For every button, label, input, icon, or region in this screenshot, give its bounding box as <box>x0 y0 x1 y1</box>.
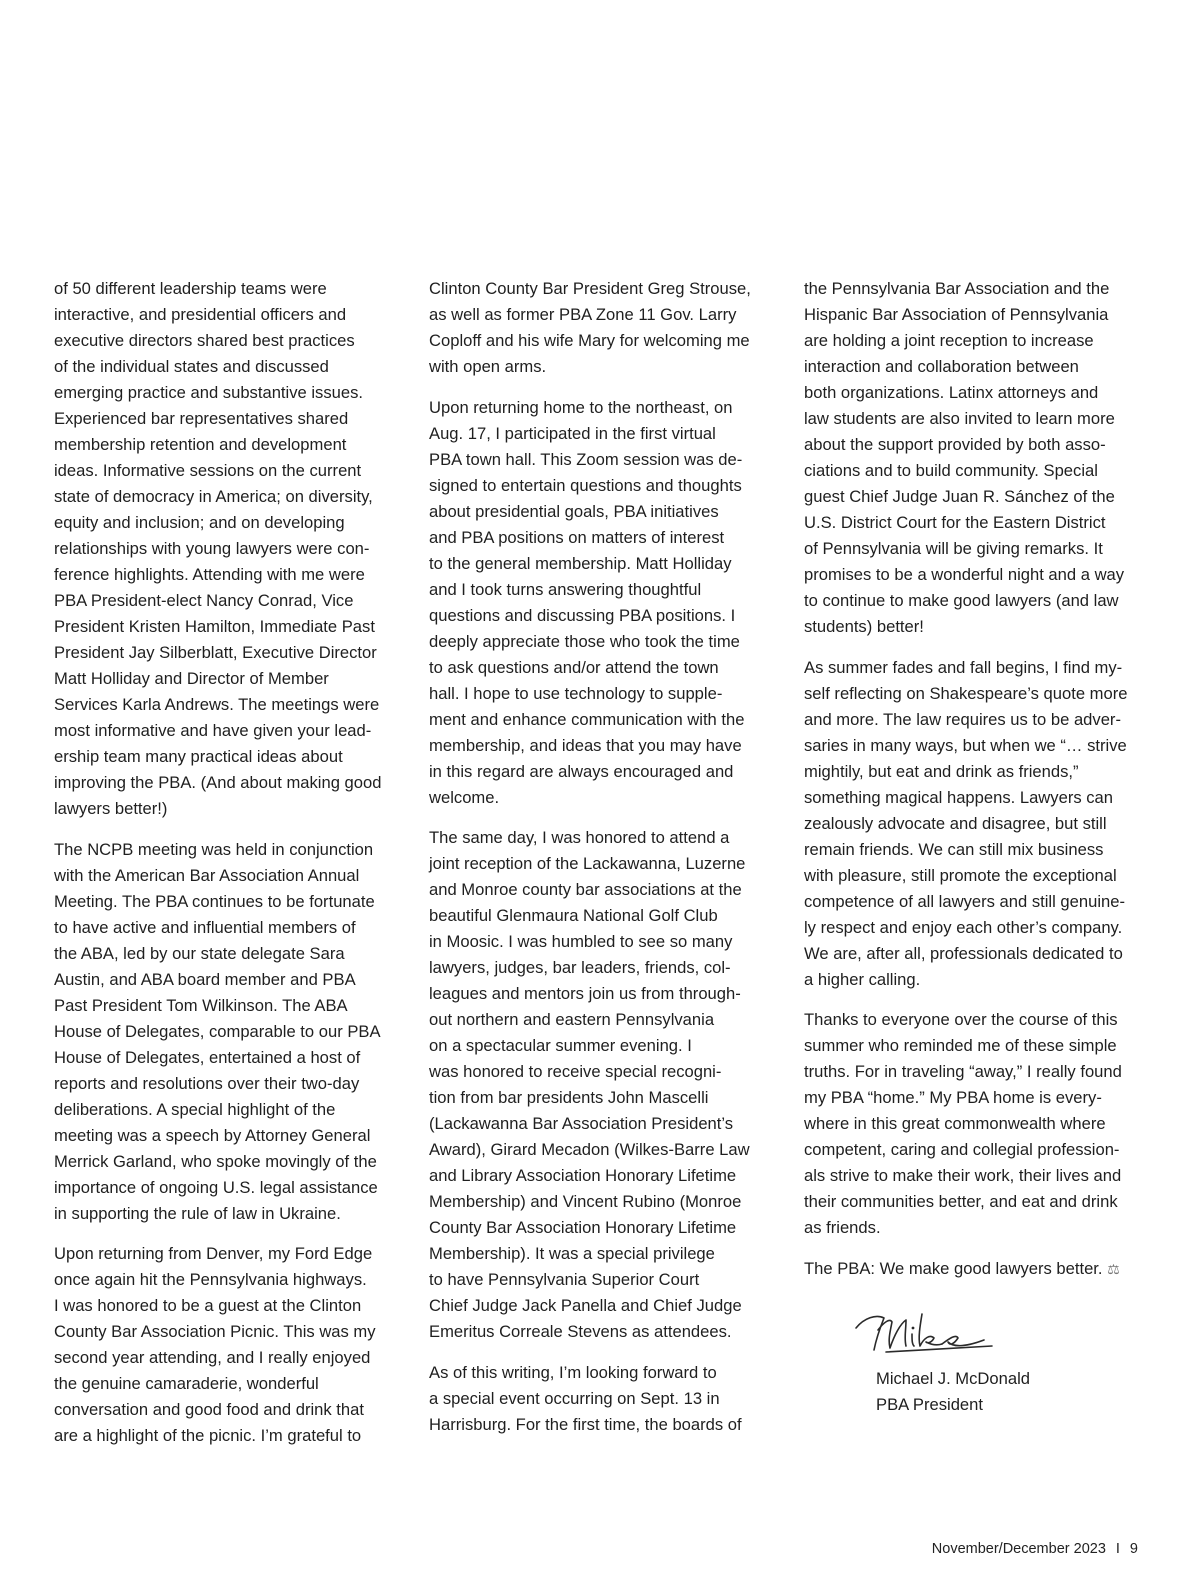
footer-separator: I <box>1115 1541 1120 1557</box>
text-line: The same day, I was honored to attend a <box>429 828 730 847</box>
paragraph <box>804 1256 1144 1282</box>
text-line: was honored to receive special recogni- <box>429 1062 722 1081</box>
text-line: are a highlight of the picnic. I’m grateful to <box>54 1426 362 1445</box>
text-line: Matt Holliday and Director of Member <box>54 669 329 688</box>
text-line: zealously advocate and disagree, but still <box>804 813 1107 833</box>
text-line: competence of all lawyers and still genuine- <box>804 891 1125 911</box>
text-line: reports and resolutions over their two-day <box>54 1073 360 1093</box>
text-line: as well as former PBA Zone 11 Gov. Larry <box>429 305 737 324</box>
text-line: meeting was a speech by Attorney General <box>54 1125 371 1145</box>
text-line: Membership). It was a special privilege <box>429 1244 715 1263</box>
text-line: House of Delegates, entertained a host of <box>54 1047 361 1067</box>
text-line: The PBA: We make good lawyers better. <box>804 1258 1103 1278</box>
text-line: Meeting. The PBA continues to be fortunate <box>54 891 375 911</box>
text-line: interactive, and presidential officers and <box>54 305 347 324</box>
text-line: ciations and to build community. Special <box>804 461 1098 480</box>
text-line: of 50 different leadership teams were <box>54 279 327 298</box>
page-number: 9 <box>1129 1541 1138 1557</box>
text-line: joint reception of the Lackawanna, Luzerne <box>429 854 746 873</box>
paragraph <box>54 1241 394 1449</box>
paragraph <box>54 276 394 822</box>
text-line: As of this writing, I’m looking forward to <box>429 1362 717 1382</box>
text-line: a special event occurring on Sept. 13 in <box>429 1388 720 1408</box>
column-1 <box>54 276 394 1464</box>
text-line: Past President Tom Wilkinson. The ABA <box>54 995 348 1015</box>
text-line: questions and discussing PBA positions. I <box>429 605 736 625</box>
text-line: PBA President-elect Nancy Conrad, Vice <box>54 591 354 610</box>
text-line: their communities better, and eat and drink <box>804 1192 1118 1211</box>
text-line: The NCPB meeting was held in conjunction <box>54 839 374 859</box>
text-line: Emeritus Correale Stevens as attendees. <box>429 1322 732 1341</box>
column-3 <box>804 276 1144 1296</box>
text-line: the genuine camaraderie, wonderful <box>54 1374 319 1393</box>
paragraph <box>804 655 1144 993</box>
text-line: U.S. District Court for the Eastern District <box>804 513 1106 532</box>
text-line: Merrick Garland, who spoke movingly of the <box>54 1151 377 1171</box>
text-line: with pleasure, still promote the exceptional <box>804 865 1117 885</box>
paragraph <box>429 276 769 380</box>
text-line: second year attending, and I really enjoyed <box>54 1348 371 1367</box>
text-line: of Pennsylvania will be giving remarks. It <box>804 539 1103 558</box>
text-line: als strive to make their work, their lives and <box>804 1166 1122 1185</box>
text-line: law students are also invited to learn more <box>804 409 1115 428</box>
text-line: to have active and influential members of <box>54 917 356 937</box>
text-line: Clinton County Bar President Greg Strouse, <box>429 279 751 298</box>
text-line: competent, caring and collegial profession- <box>804 1140 1120 1159</box>
text-line: guest Chief Judge Juan R. Sánchez of the <box>804 487 1115 506</box>
text-line: about the support provided by both asso- <box>804 435 1106 454</box>
text-line: welcome. <box>429 787 500 807</box>
paragraph <box>429 395 769 811</box>
paragraph <box>429 1360 769 1438</box>
text-line: I was honored to be a guest at the Clinton <box>54 1296 362 1315</box>
text-line: Harrisburg. For the first time, the boards of <box>429 1414 742 1434</box>
text-line: deeply appreciate those who took the time <box>429 631 740 651</box>
text-line: Hispanic Bar Association of Pennsylvania <box>804 305 1109 324</box>
text-line: are holding a joint reception to increase <box>804 331 1094 350</box>
text-line: lawyers better!) <box>54 799 168 818</box>
signature-image <box>850 1306 1000 1364</box>
text-line: Membership) and Vincent Rubino (Monroe <box>429 1192 742 1211</box>
text-line: saries in many ways, but when we “… strive <box>804 735 1127 755</box>
text-line: once again hit the Pennsylvania highways. <box>54 1270 367 1289</box>
text-line: with the American Bar Association Annual <box>54 865 360 885</box>
text-line: membership retention and development <box>54 435 347 454</box>
text-line: As summer fades and fall begins, I find my- <box>804 657 1123 677</box>
page-footer <box>932 1541 1138 1557</box>
text-line: Award), Girard Mecadon (Wilkes-Barre Law <box>429 1140 750 1159</box>
text-line: promises to be a wonderful night and a way <box>804 565 1125 584</box>
text-line: with open arms. <box>429 357 547 376</box>
text-line: President Jay Silberblatt, Executive Director <box>54 643 377 662</box>
text-line: deliberations. A special highlight of the <box>54 1099 336 1119</box>
text-line: and PBA positions on matters of interest <box>429 527 725 547</box>
text-line: as friends. <box>804 1218 881 1237</box>
signer-name: Michael J. McDonald <box>876 1369 1031 1388</box>
text-line: lawyers, judges, bar leaders, friends, col- <box>429 958 731 977</box>
text-line: PBA town hall. This Zoom session was de- <box>429 449 743 469</box>
text-line: County Bar Association Honorary Lifetime <box>429 1218 737 1237</box>
issue-date: November/December 2023 <box>931 1541 1106 1557</box>
text-line: my PBA “home.” My PBA home is every- <box>804 1088 1102 1107</box>
text-line: something magical happens. Lawyers can <box>804 787 1114 807</box>
text-line: We are, after all, professionals dedicated to <box>804 943 1123 963</box>
text-line: equity and inclusion; and on developing <box>54 513 345 532</box>
text-line: state of democracy in America; on diversity, <box>54 487 373 506</box>
text-line: (Lackawanna Bar Association President’s <box>429 1114 734 1133</box>
end-mark-icon: ⚖ <box>1107 1260 1120 1277</box>
text-line: the ABA, led by our state delegate Sara <box>54 943 345 963</box>
text-line: improving the PBA. (And about making good <box>54 773 382 792</box>
text-line: Services Karla Andrews. The meetings were <box>54 695 380 714</box>
text-line: County Bar Association Picnic. This was my <box>54 1322 376 1341</box>
text-line: Aug. 17, I participated in the first virtual <box>429 423 716 443</box>
text-line: importance of ongoing U.S. legal assistance <box>54 1177 378 1197</box>
paragraph <box>804 1007 1144 1241</box>
text-line: beautiful Glenmaura National Golf Club <box>429 906 718 925</box>
text-line: Experienced bar representatives shared <box>54 409 349 428</box>
paragraph <box>54 837 394 1227</box>
text-line: Austin, and ABA board member and PBA <box>54 969 356 989</box>
text-line: the Pennsylvania Bar Association and the <box>804 279 1110 298</box>
signer-title: PBA President <box>876 1395 984 1414</box>
text-line: about presidential goals, PBA initiatives <box>429 501 719 521</box>
text-line: students) better! <box>804 617 924 636</box>
paragraph <box>804 276 1144 640</box>
text-line: House of Delegates, comparable to our PBA <box>54 1021 381 1041</box>
text-line: membership, and ideas that you may have <box>429 735 742 755</box>
text-line: to the general membership. Matt Holliday <box>429 553 732 573</box>
text-line: President Kristen Hamilton, Immediate Past <box>54 617 375 636</box>
text-line: leagues and mentors join us from through- <box>429 984 741 1003</box>
column-2 <box>429 276 769 1452</box>
text-line: ment and enhance communication with the <box>429 709 745 729</box>
text-line: to ask questions and/or attend the town <box>429 657 719 677</box>
text-line: and Library Association Honorary Lifetime <box>429 1166 737 1185</box>
text-line: self reflecting on Shakespeare’s quote more <box>804 683 1128 703</box>
paragraph <box>429 825 769 1345</box>
text-line: in Moosic. I was humbled to see so many <box>429 932 733 951</box>
text-line: and more. The law requires us to be adver- <box>804 709 1121 729</box>
text-line: Upon returning from Denver, my Ford Edge <box>54 1244 373 1263</box>
text-line: both organizations. Latinx attorneys and <box>804 383 1099 402</box>
text-line: summer who reminded me of these simple <box>804 1036 1117 1055</box>
text-line: most informative and have given your lead- <box>54 721 372 740</box>
text-line: of the individual states and discussed <box>54 357 329 376</box>
text-line: tion from bar presidents John Mascelli <box>429 1088 709 1107</box>
text-line: Coploff and his wife Mary for welcoming me <box>429 331 750 350</box>
text-line: remain friends. We can still mix business <box>804 839 1104 859</box>
text-line: and Monroe county bar associations at the <box>429 880 742 899</box>
text-line: ference highlights. Attending with me were <box>54 565 365 584</box>
text-line: Upon returning home to the northeast, on <box>429 397 733 417</box>
text-line: emerging practice and substantive issues. <box>54 383 363 402</box>
text-line: in supporting the rule of law in Ukraine. <box>54 1203 341 1223</box>
text-line: executive directors shared best practices <box>54 331 355 350</box>
signer-block <box>876 1366 1030 1418</box>
text-line: and I took turns answering thoughtful <box>429 579 702 599</box>
text-line: ly respect and enjoy each other’s company. <box>804 917 1123 937</box>
text-line: where in this great commonwealth where <box>804 1114 1106 1133</box>
text-line: to continue to make good lawyers (and law <box>804 591 1119 610</box>
text-line: signed to entertain questions and thoughts <box>429 475 742 495</box>
text-line: on a spectacular summer evening. I <box>429 1036 692 1055</box>
text-line: in this regard are always encouraged and <box>429 761 734 781</box>
text-line: truths. For in traveling “away,” I really found <box>804 1062 1122 1081</box>
text-line: interaction and collaboration between <box>804 357 1079 376</box>
text-line: Thanks to everyone over the course of this <box>804 1010 1118 1029</box>
text-line: ership team many practical ideas about <box>54 747 343 766</box>
text-line: out northern and eastern Pennsylvania <box>429 1010 715 1029</box>
text-line: hall. I hope to use technology to supple- <box>429 683 723 703</box>
text-line: mightily, but eat and drink as friends,” <box>804 761 1079 781</box>
text-line: conversation and good food and drink that <box>54 1400 364 1419</box>
text-line: relationships with young lawyers were con- <box>54 539 370 558</box>
text-line: Chief Judge Jack Panella and Chief Judge <box>429 1296 742 1315</box>
signature <box>850 1306 1000 1364</box>
text-line: ideas. Informative sessions on the current <box>54 461 362 480</box>
text-line: to have Pennsylvania Superior Court <box>429 1270 700 1289</box>
text-line: a higher calling. <box>804 969 921 989</box>
